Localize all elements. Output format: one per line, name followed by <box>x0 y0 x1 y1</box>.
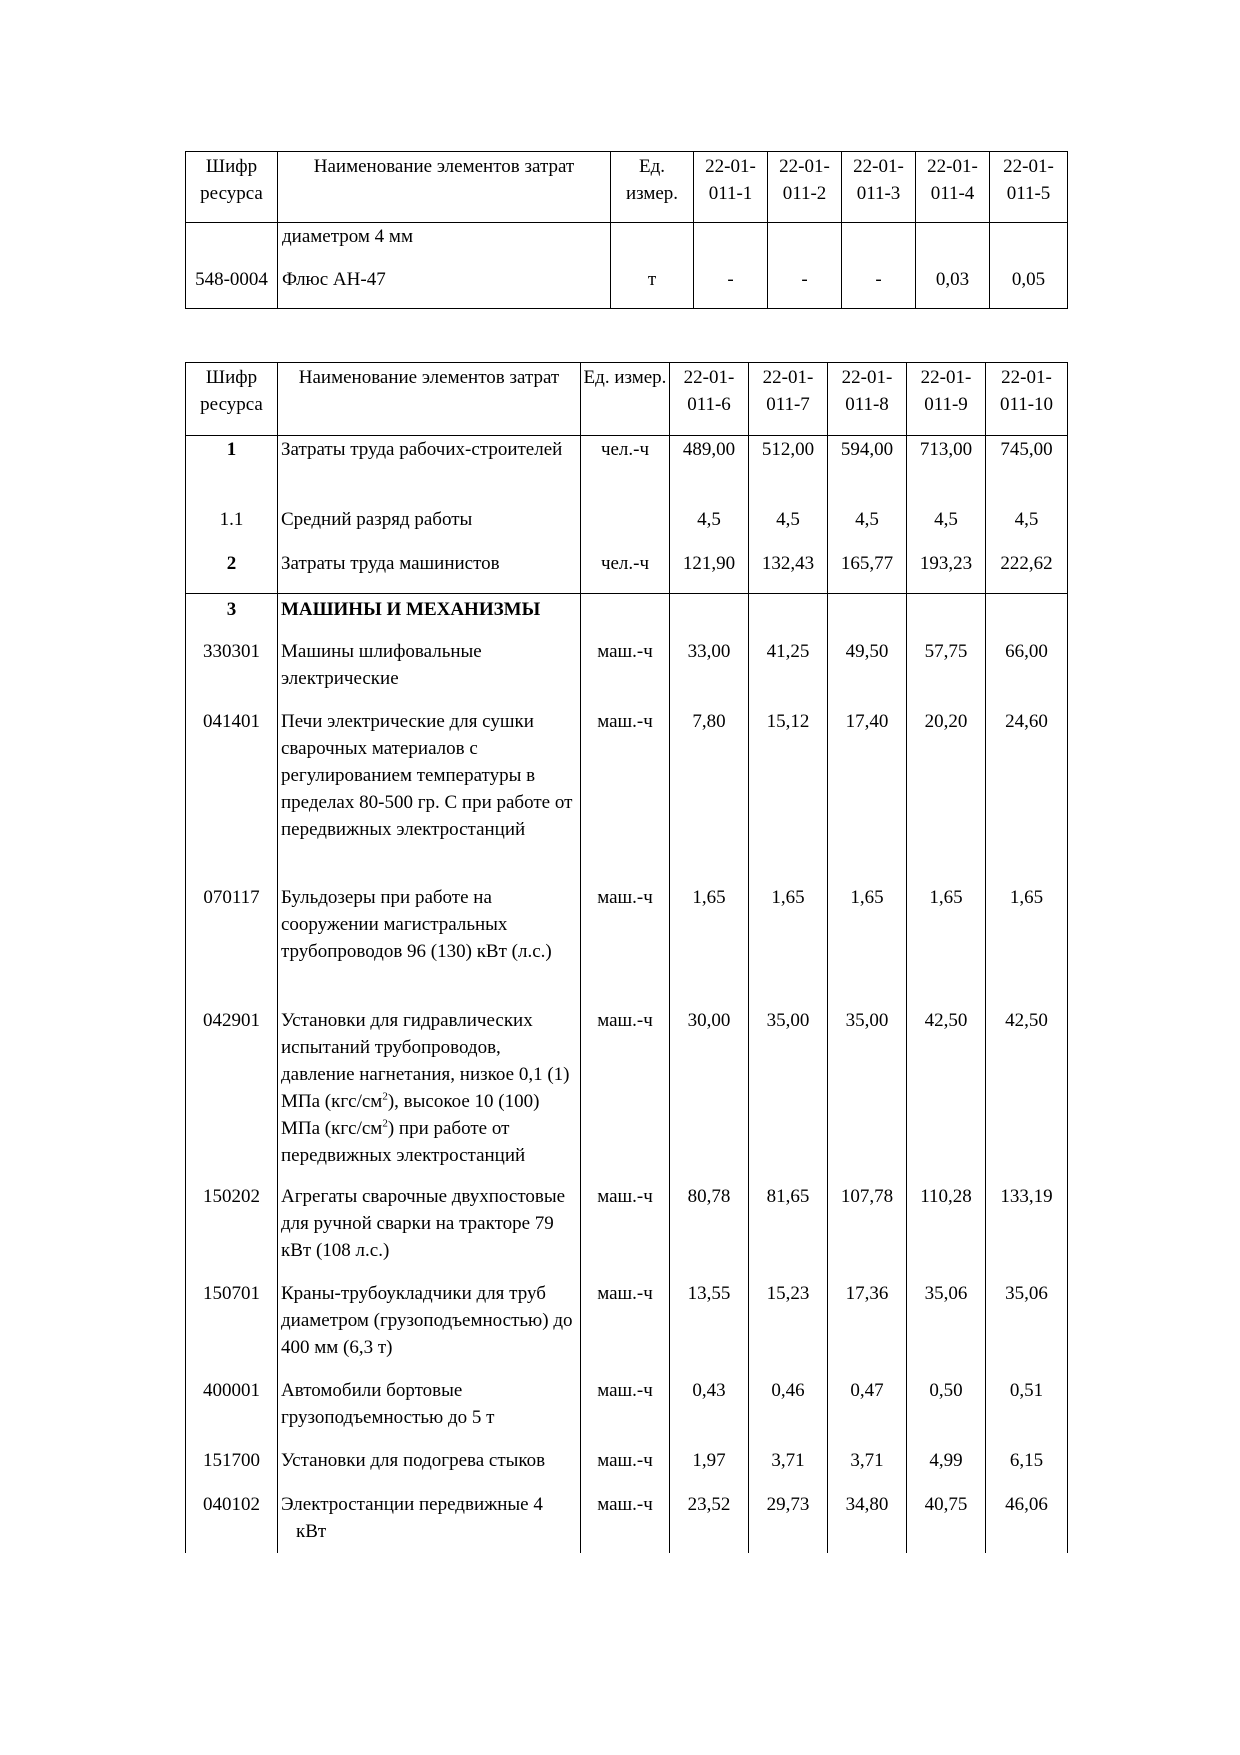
row-value: 57,75 <box>907 638 986 708</box>
row-unit: маш.-ч <box>581 1377 670 1447</box>
row-value: 222,62 <box>986 550 1068 594</box>
row-value: 1,65 <box>670 884 749 1007</box>
header-col-6: 22-01-011-6 <box>670 363 749 436</box>
row-value: 0,47 <box>828 1377 907 1447</box>
table-row <box>186 884 1068 1007</box>
header-code: Шифр ресурса <box>186 363 278 436</box>
row-value: 3,71 <box>828 1447 907 1491</box>
header-col-5: 22-01-011-5 <box>990 152 1068 223</box>
row-value: 35,06 <box>907 1280 986 1377</box>
row-code: 1.1 <box>186 506 278 550</box>
header-col-2: 22-01-011-2 <box>768 152 842 223</box>
row-value: 0,05 <box>990 223 1068 309</box>
row-name: Затраты труда машинистов <box>278 550 581 594</box>
row-value: 49,50 <box>828 638 907 708</box>
header-name: Наименование элементов затрат <box>278 152 611 223</box>
row-value: 17,36 <box>828 1280 907 1377</box>
row-value <box>828 594 907 638</box>
row-value: 41,25 <box>749 638 828 708</box>
resource-table-1 <box>185 151 1068 309</box>
row-value <box>749 594 828 638</box>
row-name: Электростанции передвижные 4 кВт <box>278 1491 581 1553</box>
row-name: Краны-трубоукладчики для труб диаметром (грузоподъемностью) до 400 мм (6,3 т) <box>278 1280 581 1377</box>
row-value: 4,5 <box>828 506 907 550</box>
name-part: ) при работе от передвижных электростанций <box>281 1117 526 1166</box>
row-name: Затраты труда рабочих-строителей <box>278 436 581 506</box>
row-value: - <box>842 223 916 309</box>
row-name: Установки для подогрева стыков <box>278 1447 581 1491</box>
row-value: 35,00 <box>749 1007 828 1183</box>
row-value: 193,23 <box>907 550 986 594</box>
row-unit <box>581 594 670 638</box>
row-value: 1,65 <box>907 884 986 1007</box>
row-value: 3,71 <box>749 1447 828 1491</box>
table-row <box>186 1183 1068 1280</box>
name-part: ), высокое 10 (100) МПа (кгс/см <box>281 1090 540 1139</box>
row-name <box>278 223 611 309</box>
row-value: 46,06 <box>986 1491 1068 1553</box>
row-value: 13,55 <box>670 1280 749 1377</box>
table-row <box>186 638 1068 708</box>
row-value: 29,73 <box>749 1491 828 1553</box>
header-col-3: 22-01-011-3 <box>842 152 916 223</box>
row-code: 548-0004 <box>186 223 278 309</box>
row-value: 110,28 <box>907 1183 986 1280</box>
resource-table-2 <box>185 362 1068 1553</box>
row-value: 35,00 <box>828 1007 907 1183</box>
row-value: 121,90 <box>670 550 749 594</box>
row-value: 1,65 <box>986 884 1068 1007</box>
row-value <box>670 594 749 638</box>
row-value: 20,20 <box>907 708 986 884</box>
table-header-row <box>186 152 1068 223</box>
row-code: 151700 <box>186 1447 278 1491</box>
row-name: Агрегаты сварочные двухпостовые для ручной сварки на тракторе 79 кВт (108 л.с.) <box>278 1183 581 1280</box>
row-unit: маш.-ч <box>581 1007 670 1183</box>
table-row <box>186 506 1068 550</box>
row-value: 23,52 <box>670 1491 749 1553</box>
header-col-8: 22-01-011-8 <box>828 363 907 436</box>
row-value: - <box>768 223 842 309</box>
row-unit <box>581 506 670 550</box>
row-value <box>986 594 1068 638</box>
row-code: 070117 <box>186 884 278 1007</box>
row-unit: маш.-ч <box>581 638 670 708</box>
row-value <box>907 594 986 638</box>
row-name-text: Флюс АН-47 <box>282 269 386 290</box>
table-row <box>186 1007 1068 1183</box>
row-name: Автомобили бортовые грузоподъемностью до 5 т <box>278 1377 581 1447</box>
row-value: 713,00 <box>907 436 986 506</box>
row-value: 165,77 <box>828 550 907 594</box>
row-value: 33,00 <box>670 638 749 708</box>
row-value: 745,00 <box>986 436 1068 506</box>
row-value: 4,5 <box>986 506 1068 550</box>
header-col-1: 22-01-011-1 <box>694 152 768 223</box>
row-value: 0,51 <box>986 1377 1068 1447</box>
row-value: 4,5 <box>670 506 749 550</box>
row-value: 4,5 <box>907 506 986 550</box>
row-name: Бульдозеры при работе на сооружении магистральных трубопроводов 96 (130) кВт (л.с.) <box>278 884 581 1007</box>
row-unit: маш.-ч <box>581 1491 670 1553</box>
row-value: 1,65 <box>828 884 907 1007</box>
header-col-7: 22-01-011-7 <box>749 363 828 436</box>
row-code: 1 <box>186 436 278 506</box>
section-title: МАШИНЫ И МЕХАНИЗМЫ <box>278 594 581 638</box>
row-name <box>278 1007 581 1183</box>
row-value: 42,50 <box>986 1007 1068 1183</box>
header-col-10: 22-01-011-10 <box>986 363 1068 436</box>
row-value: 66,00 <box>986 638 1068 708</box>
row-unit: маш.-ч <box>581 1183 670 1280</box>
row-code: 150701 <box>186 1280 278 1377</box>
table-row <box>186 550 1068 594</box>
table-row <box>186 1280 1068 1377</box>
row-value: 133,19 <box>986 1183 1068 1280</box>
row-value: 0,50 <box>907 1377 986 1447</box>
header-code: Шифр ресурса <box>186 152 278 223</box>
row-code: 2 <box>186 550 278 594</box>
row-value: 7,80 <box>670 708 749 884</box>
row-value: 15,12 <box>749 708 828 884</box>
row-code: 040102 <box>186 1491 278 1553</box>
row-value: 132,43 <box>749 550 828 594</box>
table-row <box>186 223 1068 309</box>
row-value: 42,50 <box>907 1007 986 1183</box>
row-value: 1,65 <box>749 884 828 1007</box>
row-value: 17,40 <box>828 708 907 884</box>
name-part: Установки для гидравлических испытаний трубопроводов, давление нагнетания, низкое 0,1 (1) МПа (кгс/см <box>281 1009 570 1112</box>
row-name: Средний разряд работы <box>278 506 581 550</box>
row-value: 1,97 <box>670 1447 749 1491</box>
row-value: 107,78 <box>828 1183 907 1280</box>
row-value: 35,06 <box>986 1280 1068 1377</box>
row-name: Машины шлифовальные электрические <box>278 638 581 708</box>
header-unit: Ед. измер. <box>611 152 694 223</box>
row-value: 34,80 <box>828 1491 907 1553</box>
row-value: 80,78 <box>670 1183 749 1280</box>
row-unit: маш.-ч <box>581 1447 670 1491</box>
row-value: 15,23 <box>749 1280 828 1377</box>
table-row <box>186 1447 1068 1491</box>
row-value: 489,00 <box>670 436 749 506</box>
row-code: 330301 <box>186 638 278 708</box>
row-unit: маш.-ч <box>581 1280 670 1377</box>
row-value: 40,75 <box>907 1491 986 1553</box>
table-row <box>186 436 1068 506</box>
row-value: 81,65 <box>749 1183 828 1280</box>
row-value: 0,46 <box>749 1377 828 1447</box>
row-unit: чел.-ч <box>581 436 670 506</box>
header-name: Наименование элементов затрат <box>278 363 581 436</box>
section-row <box>186 594 1068 638</box>
row-code: 400001 <box>186 1377 278 1447</box>
row-unit: маш.-ч <box>581 884 670 1007</box>
row-code: 3 <box>186 594 278 638</box>
table-header-row <box>186 363 1068 436</box>
row-unit: чел.-ч <box>581 550 670 594</box>
row-value: - <box>694 223 768 309</box>
header-col-4: 22-01-011-4 <box>916 152 990 223</box>
row-value: 0,03 <box>916 223 990 309</box>
row-value: 0,43 <box>670 1377 749 1447</box>
superscript: 2 <box>382 1117 388 1130</box>
row-value: 6,15 <box>986 1447 1068 1491</box>
row-value: 512,00 <box>749 436 828 506</box>
row-value: 24,60 <box>986 708 1068 884</box>
continued-text: диаметром 4 мм <box>282 226 413 247</box>
row-unit: т <box>611 223 694 309</box>
table-row <box>186 1491 1068 1553</box>
row-unit: маш.-ч <box>581 708 670 884</box>
row-code: 150202 <box>186 1183 278 1280</box>
header-col-9: 22-01-011-9 <box>907 363 986 436</box>
row-code: 042901 <box>186 1007 278 1183</box>
row-name: Печи электрические для сушки сварочных материалов с регулированием температуры в пределах 80-500 гр. С при работе от передвижных электростанций <box>278 708 581 884</box>
superscript: 2 <box>382 1090 388 1103</box>
row-code: 041401 <box>186 708 278 884</box>
row-value: 4,99 <box>907 1447 986 1491</box>
row-value: 30,00 <box>670 1007 749 1183</box>
row-value: 594,00 <box>828 436 907 506</box>
table-row <box>186 1377 1068 1447</box>
row-value: 4,5 <box>749 506 828 550</box>
header-unit: Ед. измер. <box>581 363 670 436</box>
table-row <box>186 708 1068 884</box>
